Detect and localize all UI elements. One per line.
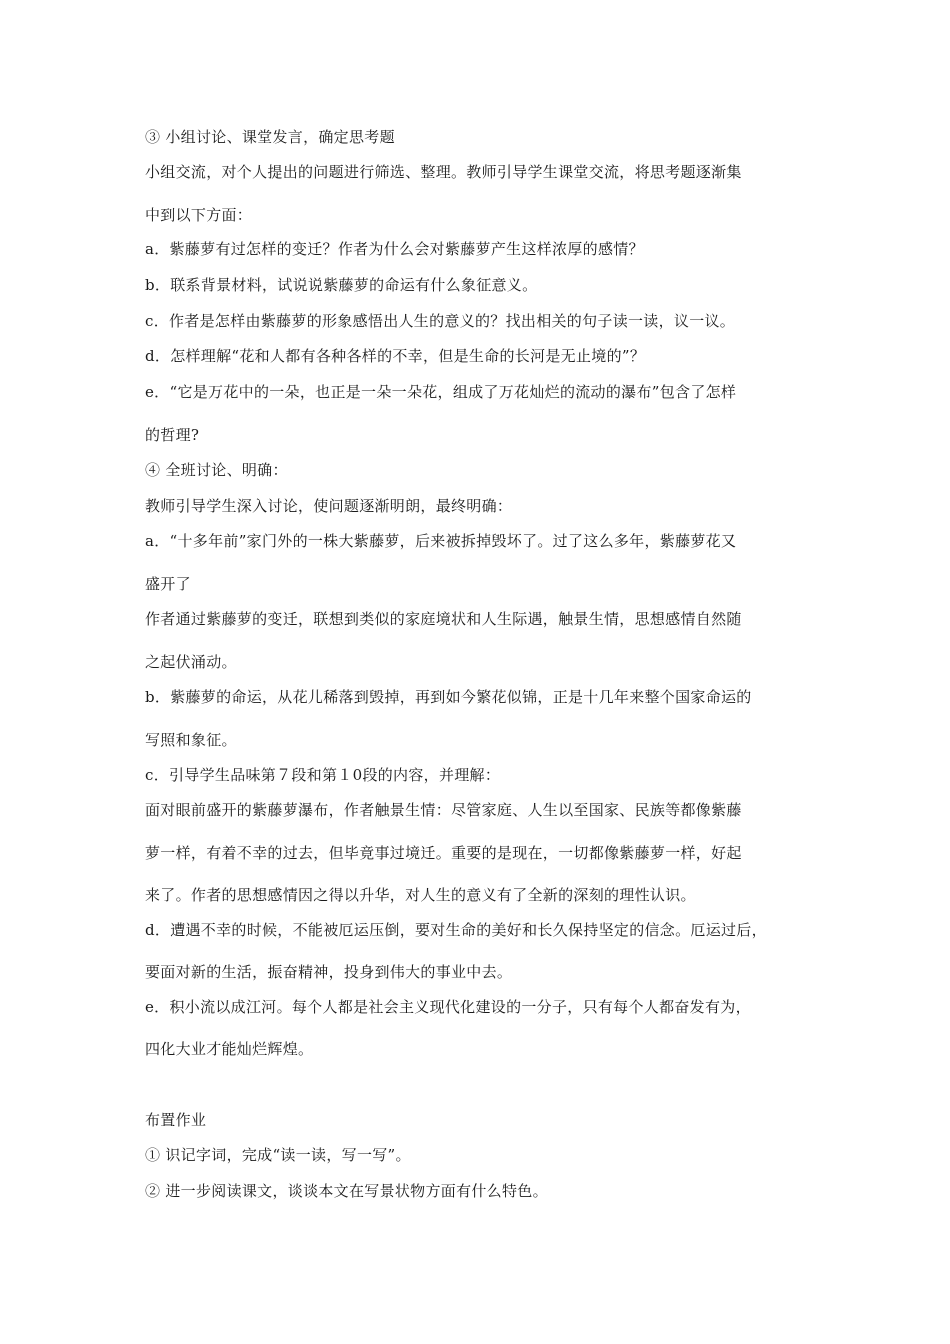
text-line: ④ 全班讨论、明确： [145, 461, 288, 479]
text-line: 四化大业才能灿烂辉煌。 [145, 1040, 314, 1058]
text-line: 小组交流，对个人提出的问题进行筛选、整理。教师引导学生课堂交流，将思考题逐渐集 [145, 163, 742, 181]
text-line: c．作者是怎样由紫藤萝的形象感悟出人生的意义的？找出相关的句子读一读，议一议。 [145, 312, 736, 330]
text-line: e．积小流以成江河。每个人都是社会主义现代化建设的一分子，只有每个人都奋发有为， [145, 998, 751, 1016]
text-line: d．怎样理解“花和人都有各种各样的不幸，但是生命的长河是无止境的”？ [145, 347, 646, 365]
text-line: ③ 小组讨论、课堂发言，确定思考题 [145, 128, 395, 146]
text-line: 作者通过紫藤萝的变迁，联想到类似的家庭境状和人生际遇，触景生情，思想感情自然随 [145, 610, 742, 628]
text-line: 之起伏涌动。 [145, 653, 237, 671]
text-line: b．紫藤萝的命运，从花儿稀落到毁掉，再到如今繁花似锦，正是十几年来整个国家命运的 [145, 688, 752, 706]
text-line: b．联系背景材料，试说说紫藤萝的命运有什么象征意义。 [145, 276, 538, 294]
text-line: 的哲理? [145, 426, 200, 444]
text-line: c．引导学生品味第７段和第１0段的内容，并理解： [145, 766, 501, 784]
text-line: 教师引导学生深入讨论，使问题逐渐明朗，最终明确： [145, 497, 513, 515]
text-line: a．紫藤萝有过怎样的变迁？作者为什么会对紫藤萝产生这样浓厚的感情？ [145, 240, 644, 258]
text-line: a．“十多年前”家门外的一株大紫藤萝，后来被拆掉毁坏了。过了这么多年，紫藤萝花又 [145, 532, 737, 550]
text-line: 中到以下方面： [145, 206, 253, 224]
section-heading: 布置作业 [145, 1111, 207, 1129]
text-line: 盛开了 [145, 575, 191, 593]
text-line: 萝一样，有着不幸的过去，但毕竟事过境迁。重要的是现在，一切都像紫藤萝一样，好起 [145, 844, 742, 862]
text-line: ② 进一步阅读课文，谈谈本文在写景状物方面有什么特色。 [145, 1182, 548, 1200]
text-line: 面对眼前盛开的紫藤萝瀑布，作者触景生情：尽管家庭、人生以至国家、民族等都像紫藤 [145, 801, 742, 819]
text-line: 写照和象征。 [145, 731, 237, 749]
text-line: d．遭遇不幸的时候，不能被厄运压倒，要对生命的美好和长久保持坚定的信念。厄运过后， [145, 921, 767, 939]
text-line: 来了。作者的思想感情因之得以升华，对人生的意义有了全新的深刻的理性认识。 [145, 886, 696, 904]
text-line: e．“它是万花中的一朵，也正是一朵一朵花，组成了万花灿烂的流动的瀑布”包含了怎样 [145, 383, 737, 401]
text-line: 要面对新的生活，振奋精神，投身到伟大的事业中去。 [145, 963, 513, 981]
text-line: ① 识记字词，完成“读一读，写一写”。 [145, 1146, 411, 1164]
